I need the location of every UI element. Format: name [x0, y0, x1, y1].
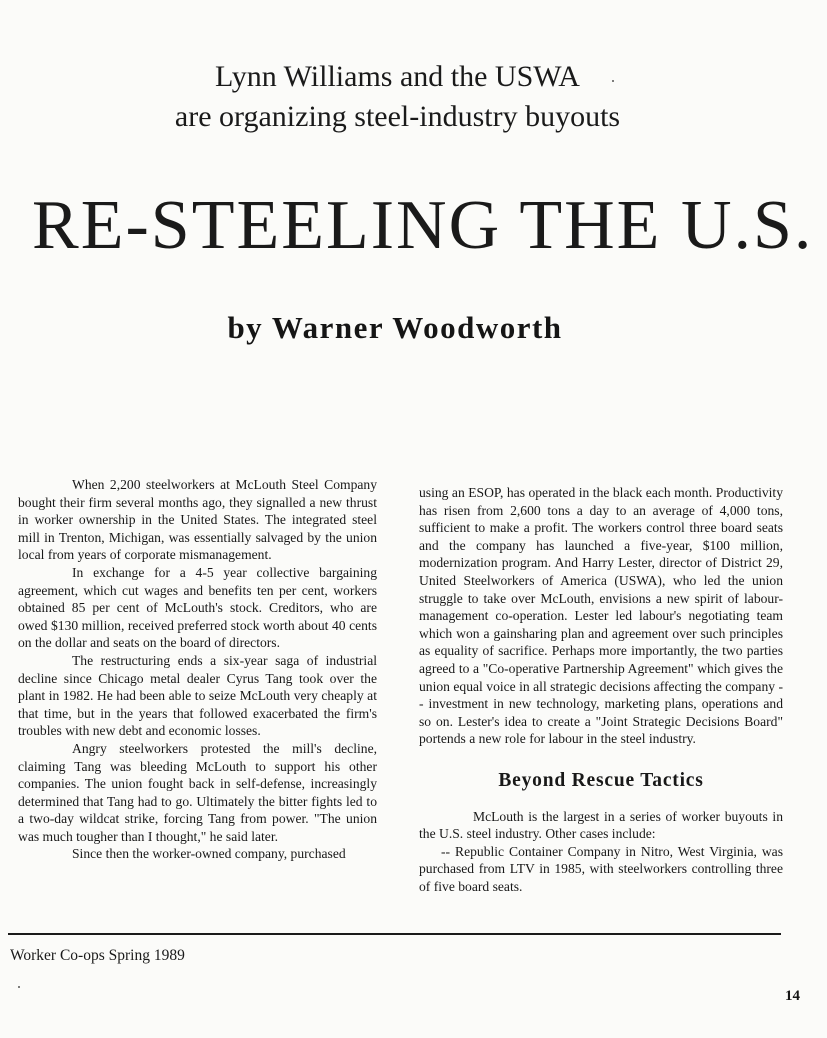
section-subhead: Beyond Rescue Tactics — [498, 769, 704, 791]
paragraph: Angry steelworkers protested the mill's decline, claiming Tang was bleeding McLouth to support his other companies. The union fought back in self-defense, increasingly determined that Tang had to go. Ultimately the bitter fights led to a two-day wildcat strike, forcing Tang from power. "The union was much tougher than I thought," he said later. — [18, 740, 377, 844]
byline: by Warner Woodworth — [227, 310, 563, 345]
paragraph: When 2,200 steelworkers at McLouth Steel Company bought their firm several months ago, they signalled a new thrust in worker ownership in the United States. The integrated steel mill in Trenton, Michigan, was essentially salvaged by the union local from years of corporate mismanagement. — [18, 477, 377, 563]
paragraph: using an ESOP, has operated in the black each month. Productivity has risen from 2,600 tons a day to an average of 4,000 tons, sufficient to make a profit. The workers control three board seats and the company has launched a five-year, $100 million, modernization program. And Harry Lester, director of District 29, United Steelworkers of America (USWA), who led the union struggle to take over McLouth, envisions a new spirit of labour-management co-operation. Lester led labour's negotiating team which won a gainsharing plan and agreement over such principles as equality of sacrifice. Perhaps more importantly, the two parties agreed to a "Co-operative Partnership Agreement" which gives the union equal voice in all strategic decisions affecting the company -- investment in new technology, marketing plans, operations and so on. Lester's idea to create a "Joint Strategic Decisions Board" portends a new role for labour in the steel industry. — [419, 485, 783, 747]
page-number: 14 — [785, 988, 800, 1004]
kicker — [0, 57, 795, 137]
kicker-line-1: Lynn Williams and the USWA — [215, 60, 580, 93]
scan-speck — [18, 986, 20, 988]
paragraph: McLouth is the largest in a series of worker buyouts in the U.S. steel industry. Other cases include: — [419, 808, 783, 842]
headline: RE-STEELING THE U.S. — [32, 187, 814, 264]
kicker-line-2: are organizing steel-industry buyouts — [174, 100, 621, 133]
footer-rule — [8, 933, 781, 935]
list-item: -- Republic Container Company in Nitro, West Virginia, was purchased from LTV in 1985, with steelworkers controlling three of five board seats. — [419, 843, 783, 894]
paragraph: The restructuring ends a six-year saga of industrial decline since Chicago metal dealer Cyrus Tang took over the plant in 1982. He had been able to seize McLouth very cheaply at that time, but in the years that followed exacerbated the firm's troubles with new debt and economic losses. — [18, 652, 377, 739]
scan-speck — [612, 80, 614, 82]
paragraph: Since then the worker-owned company, purchased — [72, 846, 346, 862]
article-column-right — [419, 484, 783, 895]
publication-footer: Worker Co-ops Spring 1989 — [10, 947, 185, 964]
article-column-left — [18, 476, 377, 863]
paragraph: In exchange for a 4-5 year collective bargaining agreement, which cut wages and benefits ten per cent, workers obtained 85 per cent of McLouth's stock. Creditors, who are owed $130 million, received preferred stock worth about 40 cents on the dollar and seats on the board of directors. — [18, 564, 377, 651]
